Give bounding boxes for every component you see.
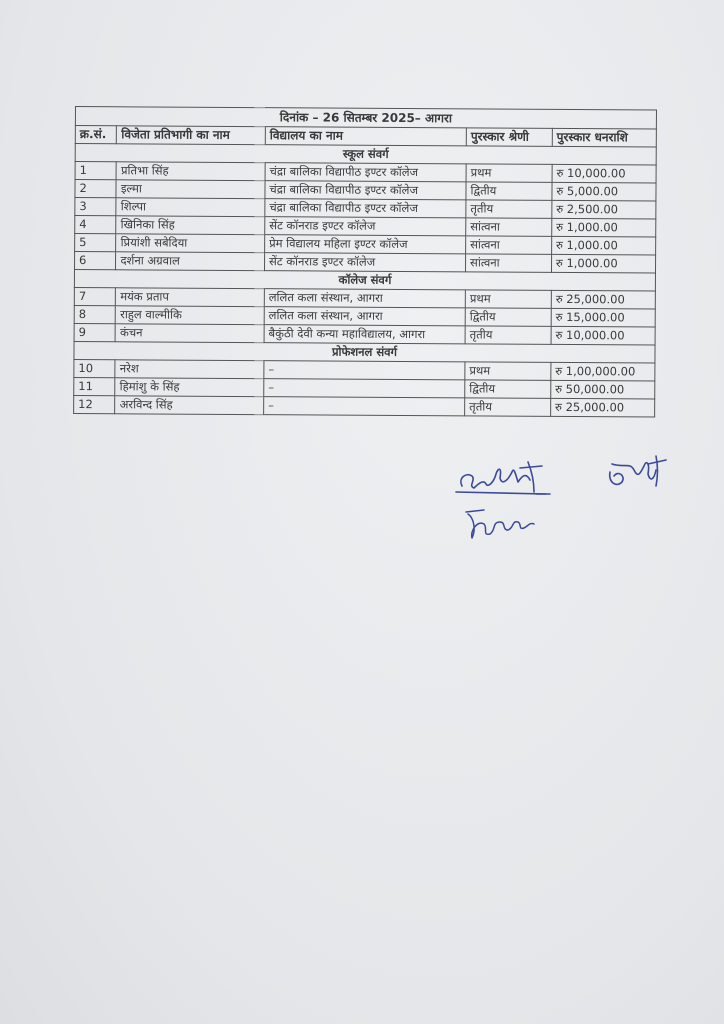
cell-award-amount: रु 1,000.00 bbox=[551, 254, 655, 273]
header-winner-name: विजेता प्रतिभागी का नाम bbox=[117, 126, 266, 145]
cell-winner-name: अरविन्द सिंह bbox=[115, 396, 264, 415]
cell-award-amount: रु 1,000.00 bbox=[551, 236, 655, 255]
cell-winner-name: प्रियांशी सबेदिया bbox=[116, 234, 265, 253]
cell-winner-name: मयंक प्रताप bbox=[116, 288, 265, 307]
cell-serial-number: 4 bbox=[75, 216, 117, 234]
cell-school-name: बैकुंठी देवी कन्या महाविद्यालय, आगरा bbox=[264, 325, 465, 344]
signature-3 bbox=[462, 500, 542, 544]
header-serial-number: क्र.सं. bbox=[75, 126, 117, 144]
cell-school-name: – bbox=[264, 397, 465, 416]
cell-winner-name: दर्शना अग्रवाल bbox=[116, 252, 265, 271]
cell-winner-name: कंचन bbox=[115, 324, 264, 343]
cell-serial-number: 3 bbox=[75, 198, 117, 216]
signature-2 bbox=[604, 452, 668, 496]
cell-winner-name: नरेश bbox=[115, 360, 264, 379]
cell-winner-name: इल्मा bbox=[116, 180, 265, 199]
cell-award-amount: रु 1,00,000.00 bbox=[551, 362, 655, 381]
category-label: स्कूल संवर्ग bbox=[75, 144, 656, 166]
cell-award-rank: द्वितीय bbox=[466, 182, 552, 201]
cell-winner-name: खिनिका सिंह bbox=[116, 216, 265, 235]
cell-serial-number: 1 bbox=[75, 162, 117, 180]
cell-winner-name: राहुल वाल्मीकि bbox=[116, 306, 265, 325]
cell-winner-name: प्रतिभा सिंह bbox=[116, 162, 265, 181]
cell-award-rank: तृतीय bbox=[466, 200, 552, 219]
cell-award-amount: रु 25,000.00 bbox=[551, 398, 655, 417]
header-school-name: विद्यालय का नाम bbox=[265, 127, 466, 146]
cell-serial-number: 8 bbox=[74, 305, 116, 323]
cell-award-rank: प्रथम bbox=[465, 290, 551, 309]
cell-award-rank: तृतीय bbox=[465, 398, 551, 417]
cell-school-name: ललित कला संस्थान, आगरा bbox=[264, 289, 465, 308]
cell-award-rank: प्रथम bbox=[465, 362, 551, 381]
cell-award-amount: रु 10,000.00 bbox=[551, 326, 655, 345]
cell-serial-number: 6 bbox=[75, 252, 117, 270]
table-row bbox=[74, 395, 655, 417]
cell-school-name: सेंट कॉनराड इण्टर कॉलेज bbox=[264, 253, 465, 272]
cell-school-name: चंद्रा बालिका विद्यापीठ इण्टर कॉलेज bbox=[265, 181, 466, 200]
cell-serial-number: 9 bbox=[74, 323, 116, 341]
cell-serial-number: 10 bbox=[74, 359, 116, 377]
cell-award-amount: रु 25,000.00 bbox=[551, 290, 655, 309]
cell-award-rank: सांत्वना bbox=[466, 236, 552, 255]
cell-serial-number: 7 bbox=[74, 287, 116, 305]
cell-serial-number: 11 bbox=[74, 377, 116, 395]
cell-winner-name: शिल्पा bbox=[116, 198, 265, 217]
cell-award-amount: रु 15,000.00 bbox=[551, 308, 655, 327]
cell-award-amount: रु 50,000.00 bbox=[551, 380, 655, 399]
cell-school-name: प्रेम विद्यालय महिला इण्टर कॉलेज bbox=[265, 235, 466, 254]
cell-award-rank: प्रथम bbox=[466, 164, 552, 183]
cell-award-amount: रु 10,000.00 bbox=[552, 164, 656, 183]
cell-award-amount: रु 1,000.00 bbox=[552, 218, 656, 237]
cell-school-name: सेंट कॉनराड इण्टर कॉलेज bbox=[265, 217, 466, 236]
cell-school-name: – bbox=[264, 379, 465, 398]
document-title: दिनांक – 26 सितम्बर 2025– आगरा bbox=[75, 107, 656, 130]
award-winners-table bbox=[73, 106, 657, 418]
cell-award-amount: रु 2,500.00 bbox=[552, 200, 656, 219]
cell-school-name: – bbox=[264, 361, 465, 380]
category-label: कॉलेज संवर्ग bbox=[74, 270, 655, 292]
cell-serial-number: 12 bbox=[74, 395, 116, 413]
cell-winner-name: हिमांशु के सिंह bbox=[115, 378, 264, 397]
category-label: प्रोफेशनल संवर्ग bbox=[74, 341, 655, 363]
cell-award-amount: रु 5,000.00 bbox=[552, 182, 656, 201]
signature-1 bbox=[450, 452, 560, 502]
cell-school-name: ललित कला संस्थान, आगरा bbox=[264, 307, 465, 326]
cell-award-rank: सांत्वना bbox=[466, 254, 552, 273]
cell-serial-number: 5 bbox=[75, 234, 117, 252]
cell-award-rank: तृतीय bbox=[465, 326, 551, 345]
cell-award-rank: सांत्वना bbox=[466, 218, 552, 237]
header-award-rank: पुरस्कार श्रेणी bbox=[466, 128, 552, 147]
cell-school-name: चंद्रा बालिका विद्यापीठ इण्टर कॉलेज bbox=[265, 163, 466, 182]
cell-serial-number: 2 bbox=[75, 180, 117, 198]
cell-award-rank: द्वितीय bbox=[465, 308, 551, 327]
cell-award-rank: द्वितीय bbox=[465, 380, 551, 399]
cell-school-name: चंद्रा बालिका विद्यापीठ इण्टर कॉलेज bbox=[265, 199, 466, 218]
header-award-amount: पुरस्कार धनराशि bbox=[552, 128, 656, 147]
